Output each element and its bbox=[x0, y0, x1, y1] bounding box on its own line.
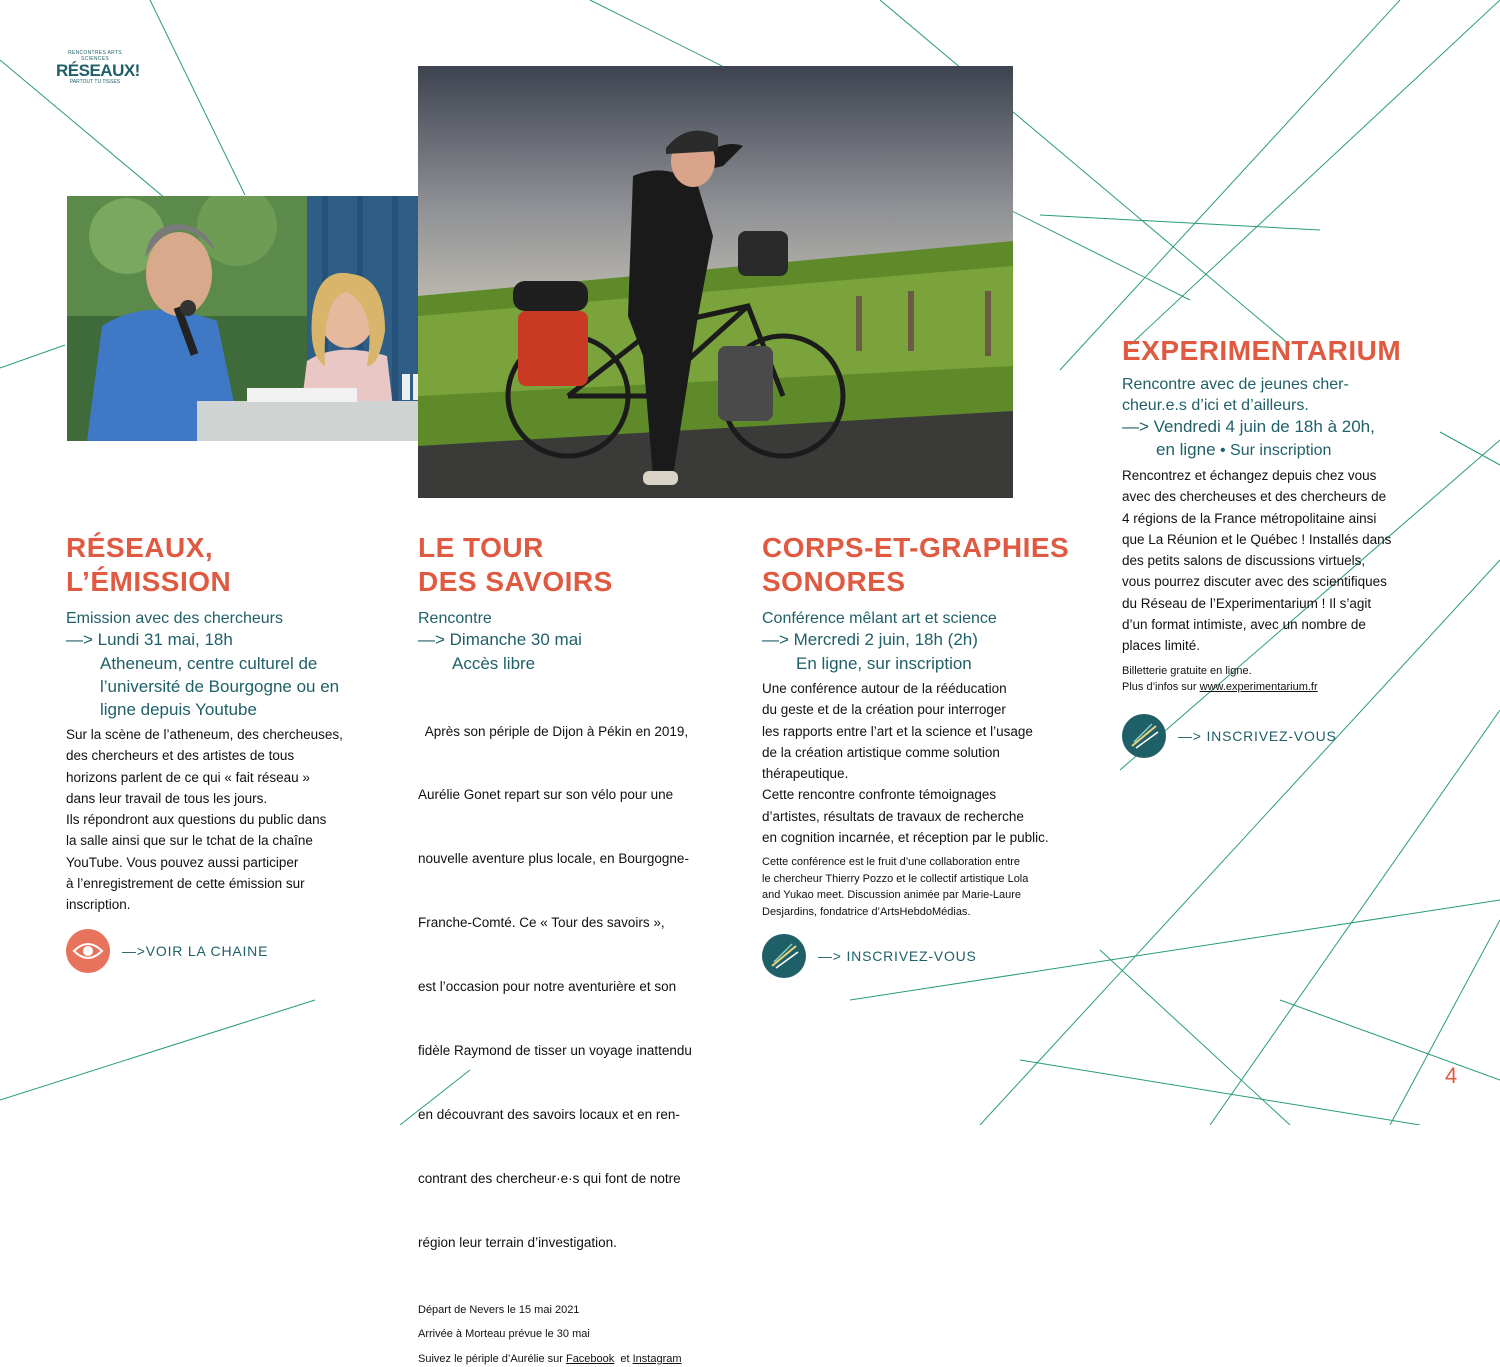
body-line: places limité. bbox=[1122, 638, 1201, 654]
follow-note bbox=[418, 1351, 738, 1367]
eye-icon bbox=[66, 929, 110, 973]
cta-label: —>VOIR LA CHAINE bbox=[122, 942, 269, 959]
column-reseaux-emission bbox=[66, 531, 386, 973]
section-title: EXPERIMENTARIUM bbox=[1122, 335, 1402, 366]
body-line: fidèle Raymond de tisser un voyage inattendu bbox=[418, 1043, 692, 1059]
ticketing-note: Billetterie gratuite en ligne. bbox=[1122, 664, 1252, 677]
body-line: est l’occasion pour notre aventurière et son bbox=[418, 979, 677, 995]
event-date-line2 bbox=[1122, 439, 1442, 461]
body-line: YouTube. Vous pouvez aussi participer bbox=[66, 854, 299, 870]
body-line: en cognition incarnée, et réception par le public. bbox=[762, 830, 1049, 846]
body-line: avec des chercheuses et des chercheurs de bbox=[1122, 489, 1387, 505]
event-subtitle-line: cheur.e.s d’ici et d’ailleurs. bbox=[1122, 397, 1309, 414]
title-line: LE TOUR bbox=[418, 532, 544, 563]
body-line: thérapeutique. bbox=[762, 766, 849, 782]
body-line: les rapports entre l’art et la science et l’usage bbox=[762, 723, 1033, 739]
event-place-line: ligne depuis Youtube bbox=[100, 700, 257, 719]
logo-tagline-top: RENCONTRES ARTS SCIENCES bbox=[68, 50, 122, 62]
event-date: —> Mercredi 2 juin, 18h (2h) bbox=[762, 630, 978, 649]
body-line: Cette rencontre confronte témoignages bbox=[762, 787, 997, 803]
registration-label: • Sur inscription bbox=[1215, 442, 1332, 459]
body-line: du Réseau de l’Experimentarium ! Il s’agit bbox=[1122, 595, 1372, 611]
event-date: —> Vendredi 4 juin de 18h à 20h, bbox=[1122, 417, 1375, 436]
title-line: SONORES bbox=[762, 566, 906, 597]
speakers-photo bbox=[67, 196, 436, 441]
event-place-line: Atheneum, centre culturel de bbox=[100, 654, 318, 673]
cyclist-photo bbox=[418, 66, 1013, 498]
body-line: Aurélie Gonet repart sur son vélo pour une bbox=[418, 787, 674, 803]
event-description bbox=[418, 678, 738, 1296]
event-description bbox=[762, 678, 1097, 848]
spark-icon bbox=[1122, 714, 1166, 758]
experimentarium-link[interactable]: www.experimentarium.fr bbox=[1199, 681, 1318, 694]
body-line: d’un format intimiste, avec un nombre de bbox=[1122, 617, 1366, 633]
register-button[interactable] bbox=[762, 934, 1097, 978]
section-title bbox=[418, 531, 738, 599]
online-label: en ligne bbox=[1156, 440, 1216, 459]
info-text: Plus d’infos sur bbox=[1122, 681, 1200, 694]
spark-icon bbox=[762, 934, 806, 978]
event-date: —> Dimanche 30 mai bbox=[418, 630, 582, 649]
page-number: 4 bbox=[1445, 1063, 1458, 1088]
column-tour-des-savoirs bbox=[418, 531, 738, 1367]
body-line: inscription. bbox=[66, 897, 131, 913]
event-subtitle: Rencontre bbox=[418, 610, 492, 627]
body-line: des chercheurs et des artistes de tous bbox=[66, 748, 295, 764]
section-title bbox=[66, 531, 386, 599]
note-line: Cette conférence est le fruit d’une collaboration entre bbox=[762, 856, 1021, 869]
event-place-line: l’université de Bourgogne ou en bbox=[100, 677, 340, 696]
event-place-line: Accès libre bbox=[452, 654, 536, 673]
info-note bbox=[1122, 679, 1442, 696]
body-line: région leur terrain d’investigation. bbox=[418, 1234, 617, 1250]
body-line: de la création artistique comme solution bbox=[762, 744, 1000, 760]
body-line: Ils répondront aux questions du public dans bbox=[66, 812, 327, 828]
cta-label: —> INSCRIVEZ-VOUS bbox=[1178, 727, 1337, 744]
body-line: Après son périple de Dijon à Pékin en 2019, bbox=[418, 723, 689, 739]
body-line: Franche-Comté. Ce « Tour des savoirs », bbox=[418, 915, 665, 931]
cta-label: —> INSCRIVEZ-VOUS bbox=[818, 948, 977, 965]
body-line: d’artistes, résultats de travaux de recherche bbox=[762, 808, 1024, 824]
body-line: 4 régions de la France métropolitaine ainsi bbox=[1122, 510, 1377, 526]
body-line: vous pourrez discuter avec des scientifiques bbox=[1122, 574, 1387, 590]
title-line: L’ÉMISSION bbox=[66, 566, 232, 597]
column-corps-et-graphies bbox=[762, 531, 1097, 978]
brand-logo bbox=[56, 50, 140, 85]
body-line: à l’enregistrement de cette émission sur bbox=[66, 876, 305, 892]
register-button[interactable] bbox=[1122, 714, 1442, 758]
body-line: la salle ainsi que sur le tchat de la chaîne bbox=[66, 833, 313, 849]
departure-note: Départ de Nevers le 15 mai 2021 bbox=[418, 1303, 580, 1316]
event-subtitle: Emission avec des chercheurs bbox=[66, 610, 283, 627]
arrival-note: Arrivée à Morteau prévue le 30 mai bbox=[418, 1328, 590, 1341]
body-line: horizons parlent de ce qui « fait réseau » bbox=[66, 769, 310, 785]
body-line: des petits salons de discussions virtuels, bbox=[1122, 553, 1366, 569]
logo-tagline-bottom: PARTOUT TU TISSES bbox=[69, 79, 121, 85]
body-line: dans leur travail de tous les jours. bbox=[66, 790, 268, 806]
note-line: le chercheur Thierry Pozzo et le collectif artistique Lola bbox=[762, 872, 1029, 885]
body-line: que La Réunion et le Québec ! Installés dans bbox=[1122, 531, 1392, 547]
body-line: contrant des chercheur·e·s qui font de notre bbox=[418, 1170, 681, 1186]
event-description bbox=[66, 724, 386, 916]
follow-text: Suivez le périple d’Aurélie sur bbox=[418, 1352, 566, 1365]
instagram-link[interactable]: Instagram bbox=[632, 1352, 682, 1365]
event-description bbox=[1122, 465, 1442, 657]
event-subtitle: Conférence mêlant art et science bbox=[762, 610, 997, 627]
body-line: du geste et de la création pour interroger bbox=[762, 702, 1006, 718]
event-place-line: En ligne, sur inscription bbox=[796, 654, 972, 673]
follow-text: et bbox=[614, 1352, 633, 1365]
event-date: —> Lundi 31 mai, 18h bbox=[66, 630, 233, 649]
body-line: en découvrant des savoirs locaux et en ren- bbox=[418, 1106, 680, 1122]
watch-channel-button[interactable] bbox=[66, 929, 386, 973]
note-line: and Yukao meet. Discussion animée par Marie-Laure bbox=[762, 889, 1022, 902]
column-experimentarium bbox=[1122, 334, 1442, 758]
body-line: nouvelle aventure plus locale, en Bourgogne- bbox=[418, 851, 689, 867]
body-line: Une conférence autour de la rééducation bbox=[762, 681, 1007, 696]
logo-wordmark: RÉSEAUX! bbox=[56, 61, 140, 80]
event-subtitle-line: Rencontre avec de jeunes cher- bbox=[1122, 376, 1349, 393]
title-line: DES SAVOIRS bbox=[418, 566, 613, 597]
facebook-link[interactable]: Facebook bbox=[565, 1352, 615, 1365]
title-line: RÉSEAUX, bbox=[66, 532, 214, 563]
collaboration-note bbox=[762, 854, 1097, 920]
note-line: Desjardins, fondatrice d’ArtsHebdoMédias. bbox=[762, 905, 971, 918]
section-title bbox=[762, 531, 1097, 599]
body-line: Sur la scène de l’atheneum, des chercheuses, bbox=[66, 727, 343, 742]
body-line: Rencontrez et échangez depuis chez vous bbox=[1122, 468, 1377, 483]
title-line: CORPS-ET-GRAPHIES bbox=[762, 532, 1070, 563]
